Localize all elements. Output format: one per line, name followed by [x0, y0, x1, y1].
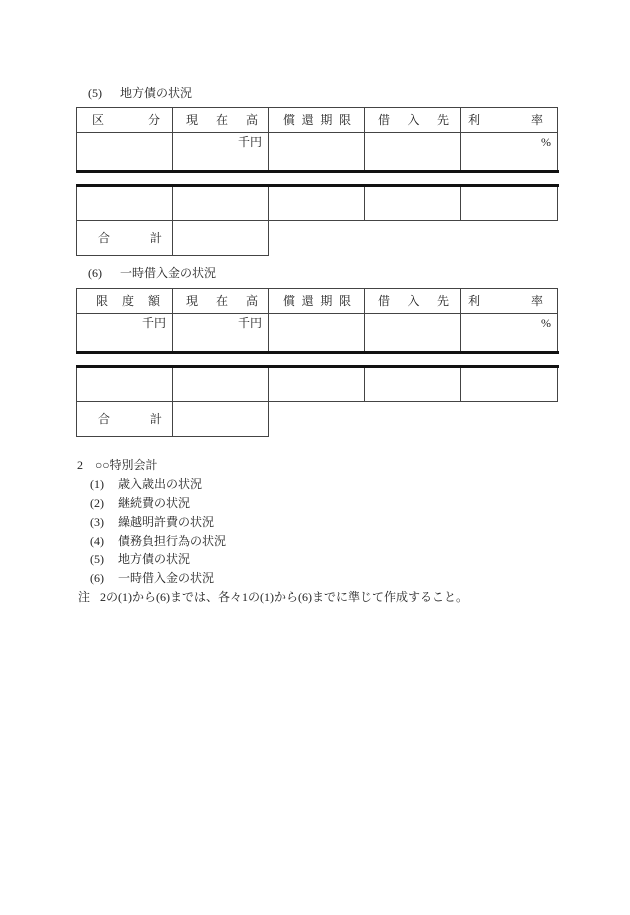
total-value-cell	[173, 221, 269, 256]
header-cell: 借 入 先	[365, 108, 461, 133]
header-cell: 利 率	[461, 108, 558, 133]
list-item: (2) 継続費の状況	[90, 496, 191, 510]
section-title: 地方債の状況	[120, 86, 193, 100]
table-cell	[461, 368, 558, 402]
note-text: 2の(1)から(6)までは、各々1の(1)から(6)までに準じて作成すること。	[100, 590, 468, 604]
temporary-loans-table-upper	[76, 288, 558, 351]
list-item: (5) 地方債の状況	[90, 552, 191, 566]
total-row	[77, 402, 558, 437]
table-cell	[365, 187, 461, 221]
list-item: (1) 歳入歳出の状況	[90, 477, 203, 491]
section-number: (5)	[88, 86, 102, 100]
header-cell: 借 入 先	[365, 289, 461, 314]
section-heading-temporary-loans	[0, 266, 630, 280]
note-label: 注	[78, 590, 91, 604]
header-cell: 区 分	[77, 108, 173, 133]
header-cell: 利 率	[461, 289, 558, 314]
special-account-heading	[0, 458, 630, 472]
section-title: 一時借入金の状況	[120, 266, 217, 280]
header-cell: 償 還 期 限	[269, 289, 365, 314]
total-value-cell	[173, 402, 269, 437]
table-cell	[269, 133, 365, 170]
table-row	[77, 187, 558, 221]
table-cell	[173, 368, 269, 402]
table-cell	[77, 133, 173, 170]
table-cell	[173, 133, 269, 170]
table-cell	[77, 314, 173, 351]
header-cell: 現 在 高	[173, 289, 269, 314]
table-cell	[269, 314, 365, 351]
header-cell: 償 還 期 限	[269, 108, 365, 133]
table-header-row	[77, 108, 558, 133]
table-cell	[173, 314, 269, 351]
table-cell	[365, 314, 461, 351]
table-cell	[365, 133, 461, 170]
total-label-cell	[77, 221, 173, 256]
table-cell	[269, 187, 365, 221]
table-cell	[365, 368, 461, 402]
table-row	[77, 133, 558, 170]
table-cell	[461, 314, 558, 351]
special-account-number: 2	[77, 458, 83, 472]
temporary-loans-table	[76, 288, 559, 437]
local-bonds-table	[76, 107, 559, 256]
section-heading-local-bonds	[0, 86, 630, 100]
unit-label: %	[541, 135, 551, 149]
header-cell: 現 在 高	[173, 108, 269, 133]
table-cell	[77, 368, 173, 402]
table-header-row	[77, 289, 558, 314]
table-row	[77, 368, 558, 402]
local-bonds-table-upper	[76, 107, 558, 170]
total-row	[77, 221, 558, 256]
table-cell	[461, 187, 558, 221]
table-row	[77, 314, 558, 351]
table-cell	[77, 187, 173, 221]
list-item: (6) 一時借入金の状況	[90, 571, 215, 585]
table-cell	[461, 133, 558, 170]
total-label: 合 計	[98, 412, 162, 426]
table-cell	[269, 368, 365, 402]
total-label: 合 計	[98, 231, 162, 245]
list-item: (3) 繰越明許費の状況	[90, 515, 215, 529]
table-cell	[173, 187, 269, 221]
section-number: (6)	[88, 266, 102, 280]
unit-label: 千円	[237, 316, 262, 330]
special-account-title: ○○特別会計	[95, 458, 158, 472]
temporary-loans-table-lower	[76, 368, 558, 438]
total-label-cell	[77, 402, 173, 437]
header-cell: 限 度 額	[77, 289, 173, 314]
unit-label: %	[541, 316, 551, 330]
unit-label: 千円	[237, 135, 262, 149]
list-item: (4) 債務負担行為の状況	[90, 534, 227, 548]
unit-label: 千円	[141, 316, 166, 330]
note	[0, 590, 630, 604]
local-bonds-table-lower	[76, 187, 558, 257]
